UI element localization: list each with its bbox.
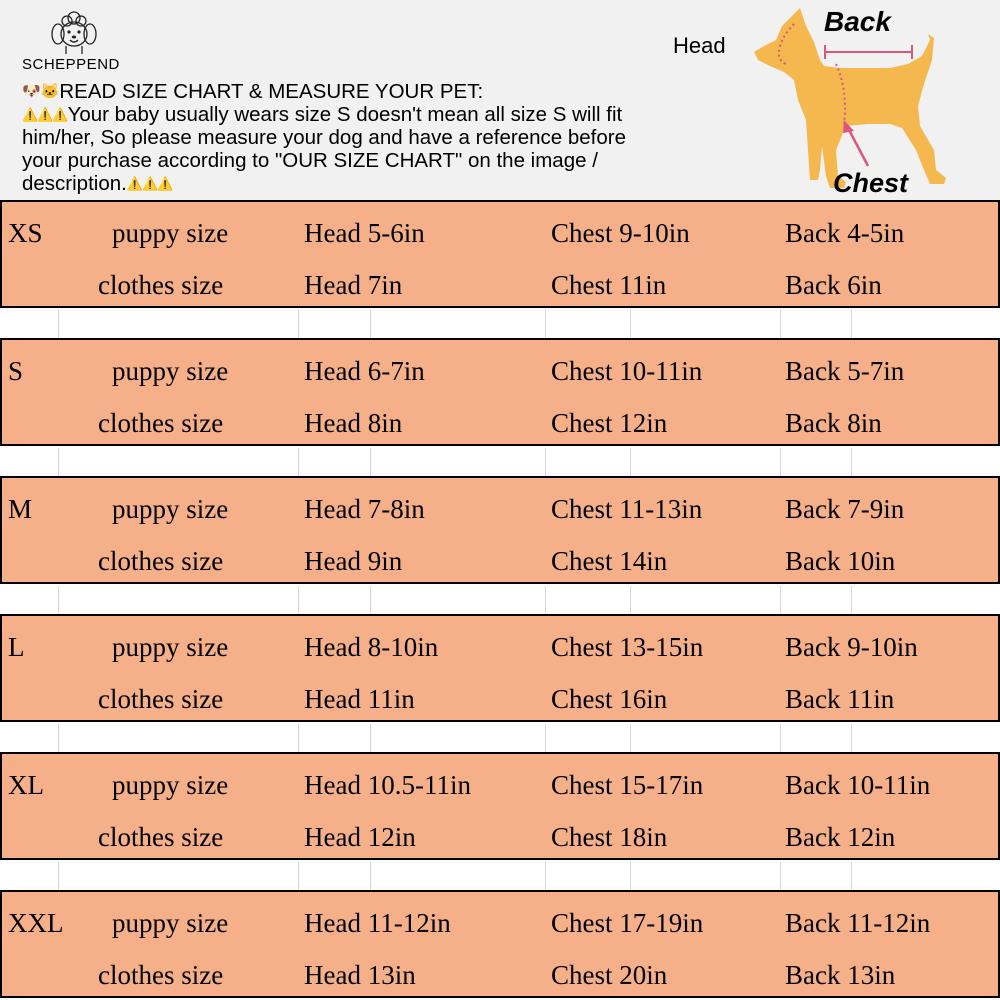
- notice-title-line: [22, 80, 712, 103]
- row-separator: [0, 308, 1000, 338]
- notice-line-4: [22, 172, 712, 195]
- clothes-back-measure: Back 11in: [785, 684, 895, 714]
- clothes-head-measure: Head 13in: [304, 960, 416, 990]
- clothes-back-measure: Back 13in: [785, 960, 896, 990]
- clothes-back-measure: Back 10in: [785, 546, 896, 576]
- clothes-back-measure: Back 12in: [785, 822, 896, 852]
- cell-divider: [630, 724, 631, 754]
- cell-divider: [780, 724, 781, 754]
- cell-divider: [370, 448, 371, 478]
- clothes-head-measure: Head 7in: [304, 270, 403, 300]
- puppy-size-label: puppy size: [112, 770, 229, 800]
- cell-divider: [58, 310, 59, 340]
- cell-divider: [298, 586, 299, 616]
- cell-divider: [630, 310, 631, 340]
- notice-line-2: him/her, So please measure your dog and have a reference before: [22, 126, 626, 149]
- clothes-size-label: clothes size: [98, 822, 224, 852]
- puppy-size-label: puppy size: [112, 908, 229, 938]
- cell-divider: [545, 310, 546, 340]
- puppy-head-measure: Head 8-10in: [304, 632, 439, 662]
- cell-divider: [370, 310, 371, 340]
- cell-divider: [545, 724, 546, 754]
- cell-divider: [780, 310, 781, 340]
- size-code: XXL: [8, 908, 64, 938]
- cell-divider: [780, 586, 781, 616]
- clothes-head-measure: Head 11in: [304, 684, 415, 714]
- row-separator: [0, 722, 1000, 752]
- cell-divider: [780, 862, 781, 892]
- size-chart-table: [0, 200, 1000, 1000]
- puppy-back-measure: Back 4-5in: [785, 218, 905, 248]
- cell-divider: [298, 724, 299, 754]
- cell-divider: [370, 724, 371, 754]
- clothes-chest-measure: Chest 18in: [551, 822, 668, 852]
- puppy-head-measure: Head 5-6in: [304, 218, 425, 248]
- clothes-head-measure: Head 9in: [304, 546, 403, 576]
- puppy-size-label: puppy size: [112, 218, 229, 248]
- size-code: S: [8, 356, 24, 386]
- size-code: XS: [8, 218, 43, 248]
- puppy-chest-measure: Chest 17-19in: [551, 908, 704, 938]
- cell-divider: [370, 862, 371, 892]
- clothes-head-measure: Head 8in: [304, 408, 403, 438]
- puppy-chest-measure: Chest 13-15in: [551, 632, 704, 662]
- puppy-head-measure: Head 7-8in: [304, 494, 425, 524]
- clothes-chest-measure: Chest 16in: [551, 684, 668, 714]
- clothes-chest-measure: Chest 11in: [551, 270, 667, 300]
- diagram-chest-label: Chest: [833, 168, 909, 198]
- clothes-size-label: clothes size: [98, 546, 224, 576]
- cell-divider: [545, 448, 546, 478]
- puppy-chest-measure: Chest 10-11in: [551, 356, 703, 386]
- size-row-l: [0, 614, 1000, 722]
- size-row-m: [0, 476, 1000, 584]
- row-separator: [0, 860, 1000, 890]
- puppy-back-measure: Back 5-7in: [785, 356, 905, 386]
- puppy-head-measure: Head 10.5-11in: [304, 770, 471, 800]
- cell-divider: [545, 862, 546, 892]
- puppy-back-measure: Back 10-11in: [785, 770, 931, 800]
- cell-divider: [58, 448, 59, 478]
- notice-title: READ SIZE CHART & MEASURE YOUR PET:: [59, 80, 484, 103]
- notice-line-1: [22, 103, 712, 126]
- puppy-size-label: puppy size: [112, 632, 229, 662]
- warning-icon: ⚠️⚠️⚠️: [126, 176, 173, 191]
- cell-divider: [58, 586, 59, 616]
- brand-logo: [22, 8, 132, 74]
- puppy-back-measure: Back 9-10in: [785, 632, 918, 662]
- cell-divider: [58, 862, 59, 892]
- cell-divider: [851, 724, 852, 754]
- cell-divider: [298, 448, 299, 478]
- warning-icon: ⚠️⚠️⚠️: [22, 107, 68, 122]
- clothes-back-measure: Back 6in: [785, 270, 882, 300]
- puppy-size-label: puppy size: [112, 494, 229, 524]
- puppy-chest-measure: Chest 9-10in: [551, 218, 690, 248]
- cell-divider: [545, 586, 546, 616]
- diagram-back-label: Back: [824, 6, 891, 37]
- size-code: M: [8, 494, 33, 524]
- puppy-head-measure: Head 6-7in: [304, 356, 425, 386]
- cat-face-icon: 🐱: [40, 83, 60, 100]
- cell-divider: [370, 586, 371, 616]
- size-code: XL: [8, 770, 44, 800]
- diagram-head-label: Head: [673, 33, 726, 58]
- notice-text: description.: [22, 172, 127, 195]
- clothes-size-label: clothes size: [98, 270, 224, 300]
- puppy-back-measure: Back 11-12in: [785, 908, 931, 938]
- dog-face-icon: 🐶: [22, 83, 41, 100]
- clothes-size-label: clothes size: [98, 684, 224, 714]
- cell-divider: [851, 862, 852, 892]
- cell-divider: [851, 310, 852, 340]
- size-code: L: [8, 632, 25, 662]
- cell-divider: [58, 724, 59, 754]
- cell-divider: [630, 862, 631, 892]
- cell-divider: [298, 310, 299, 340]
- notice-line-3: your purchase according to "OUR SIZE CHART" on the image /: [22, 149, 598, 172]
- puppy-size-label: puppy size: [112, 356, 229, 386]
- clothes-chest-measure: Chest 14in: [551, 546, 668, 576]
- cell-divider: [630, 448, 631, 478]
- size-row-s: [0, 338, 1000, 446]
- size-chart-header: [0, 0, 1000, 200]
- row-separator: [0, 446, 1000, 476]
- puppy-chest-measure: Chest 11-13in: [551, 494, 703, 524]
- clothes-head-measure: Head 12in: [304, 822, 416, 852]
- clothes-back-measure: Back 8in: [785, 408, 882, 438]
- measurement-notice: [22, 80, 712, 195]
- cell-divider: [298, 862, 299, 892]
- brand-name: SCHEPPEND: [22, 56, 120, 73]
- cell-divider: [851, 448, 852, 478]
- clothes-size-label: clothes size: [98, 960, 224, 990]
- cell-divider: [630, 586, 631, 616]
- puppy-head-measure: Head 11-12in: [304, 908, 451, 938]
- puppy-chest-measure: Chest 15-17in: [551, 770, 704, 800]
- chest-arrow: [848, 128, 868, 166]
- clothes-chest-measure: Chest 12in: [551, 408, 668, 438]
- clothes-size-label: clothes size: [98, 408, 224, 438]
- row-separator: [0, 584, 1000, 614]
- notice-text: Your baby usually wears size S doesn't mean all size S will fit: [67, 103, 623, 126]
- size-row-xl: [0, 752, 1000, 860]
- cell-divider: [851, 586, 852, 616]
- puppy-back-measure: Back 7-9in: [785, 494, 905, 524]
- poodle-logo-icon: [46, 8, 102, 56]
- clothes-chest-measure: Chest 20in: [551, 960, 668, 990]
- size-row-xs: [0, 200, 1000, 308]
- cell-divider: [780, 448, 781, 478]
- size-row-xxl: [0, 890, 1000, 998]
